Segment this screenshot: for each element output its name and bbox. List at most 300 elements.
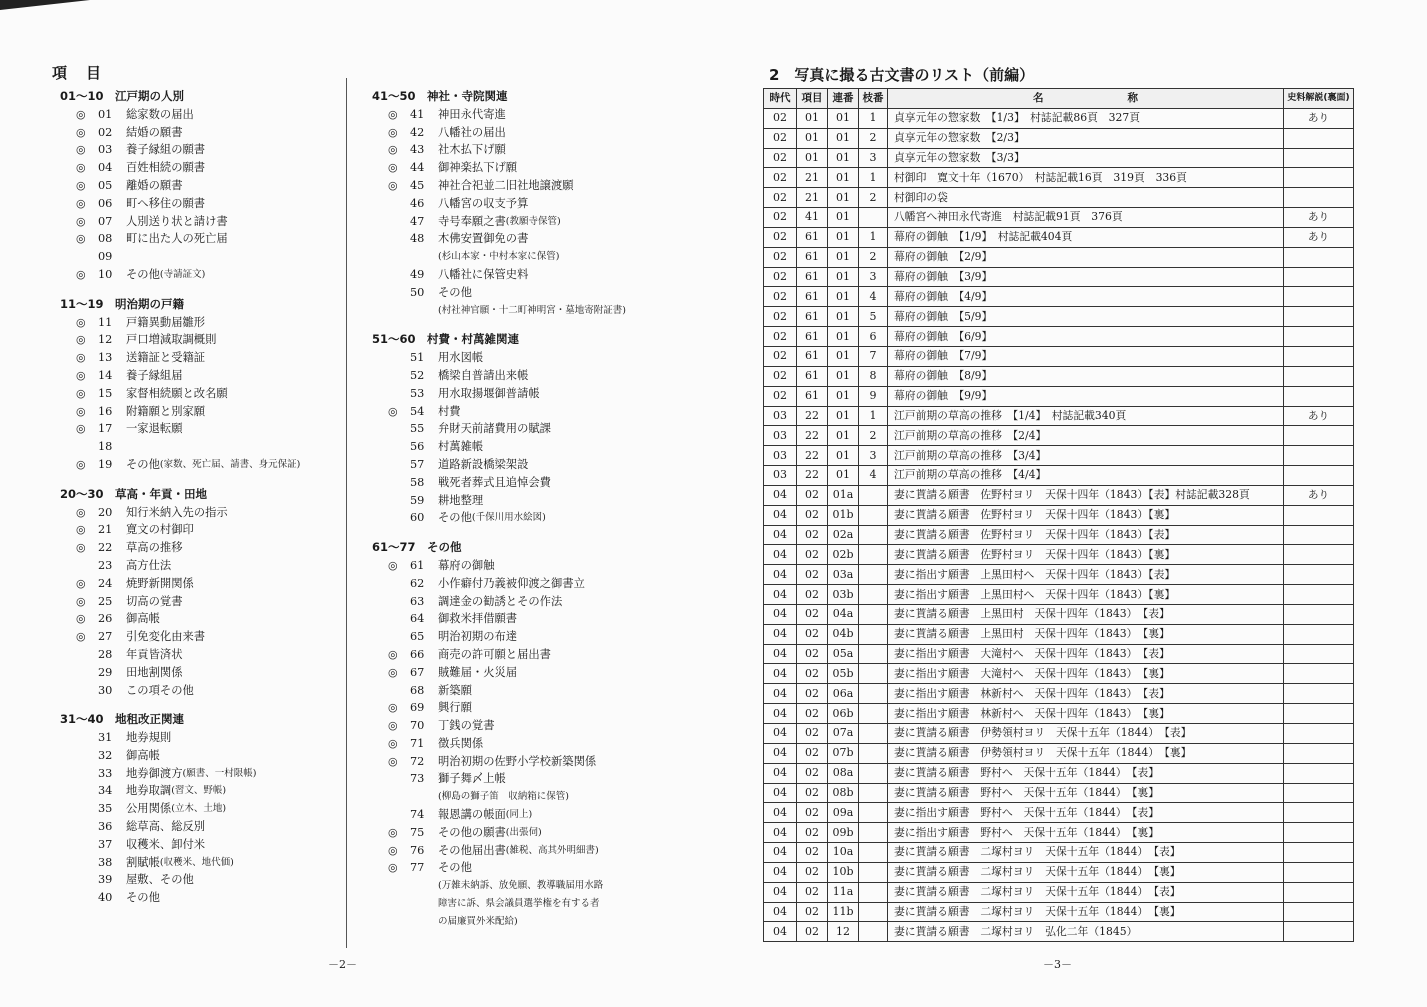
double-circle-mark: ◎ [388, 665, 398, 679]
name-cell: 幕府の御触 【4/9】 [888, 287, 1284, 307]
era-cell: 04 [764, 644, 797, 664]
item-number: 07 [98, 214, 113, 228]
item-number: 74 [410, 808, 425, 822]
item-label: その他の願書 [438, 825, 506, 839]
name-cell: 幕府の御触 【7/9】 [888, 346, 1284, 366]
contents-item [60, 521, 340, 539]
contents-item [60, 854, 340, 872]
item-cell: 02 [797, 843, 828, 863]
item-sub-note: (杉山本家・中村本家に保管) [438, 251, 560, 263]
branch-cell [859, 545, 888, 565]
double-circle-mark: ◎ [388, 843, 398, 857]
name-cell: 江戸前期の草高の推移 【2/4】 [888, 426, 1284, 446]
item-number: 48 [410, 232, 425, 246]
commentary-cell [1284, 307, 1354, 327]
item-label: 戦死者葬式且追悼会費 [438, 475, 551, 489]
commentary-cell [1284, 724, 1354, 744]
item-sub-note: の届廉買外米配給) [438, 915, 518, 927]
item-number: 71 [410, 736, 425, 750]
contents-item [372, 717, 692, 735]
contents-item [60, 124, 340, 142]
item-label: 八幡社の届出 [438, 125, 506, 139]
item-cell: 02 [797, 525, 828, 545]
double-circle-mark [372, 266, 410, 284]
item-cell: 61 [797, 287, 828, 307]
table-row [764, 406, 1354, 426]
item-number: 23 [98, 558, 113, 572]
table-row [764, 585, 1354, 605]
item-label: 村萬雑帳 [438, 440, 484, 454]
era-cell: 04 [764, 862, 797, 882]
header-branch: 枝番 [859, 89, 888, 109]
name-cell: 幕府の御触 【6/9】 [888, 327, 1284, 347]
item-number: 52 [410, 368, 425, 382]
commentary-cell [1284, 684, 1354, 704]
branch-cell: 1 [859, 406, 888, 426]
serial-cell: 11b [828, 902, 859, 922]
item-number: 38 [98, 855, 113, 869]
name-cell: 妻に貰請る願書 二塚村ヨリ 弘化二年（1845） [888, 922, 1284, 942]
item-label: 新築願 [438, 683, 472, 697]
name-cell: 幕府の御触 【5/9】 [888, 307, 1284, 327]
contents-group [60, 296, 340, 474]
serial-cell: 06a [828, 684, 859, 704]
contents-item [372, 842, 692, 860]
item-number: 05 [98, 178, 113, 192]
era-cell: 04 [764, 922, 797, 942]
contents-item [372, 420, 692, 438]
double-circle-mark [60, 782, 98, 800]
group-title: 11～19 明治期の戸籍 [60, 296, 185, 311]
double-circle-mark: ◎ [388, 178, 398, 192]
name-cell: 妻に貰請る願書 二塚村ヨリ 天保十五年（1844） 【裏】 [888, 862, 1284, 882]
contents-item [372, 492, 692, 510]
item-cell: 61 [797, 346, 828, 366]
double-circle-mark [372, 770, 410, 788]
name-cell: 妻に貰請る願書 野村へ 天保十五年（1844） 【裏】 [888, 783, 1284, 803]
era-cell: 03 [764, 446, 797, 466]
serial-cell: 10b [828, 862, 859, 882]
item-label: 耕地整理 [438, 493, 484, 507]
double-circle-mark [60, 889, 98, 907]
branch-cell: 4 [859, 466, 888, 486]
header-name: 名 称 [888, 89, 1284, 109]
name-cell: 貞享元年の惣家数 【3/3】 [888, 148, 1284, 168]
commentary-cell [1284, 346, 1354, 366]
name-cell: 妻に貰請る願書 伊勢領村ヨリ 天保十五年（1844） 【表】 [888, 724, 1284, 744]
commentary-cell [1284, 604, 1354, 624]
commentary-cell [1284, 565, 1354, 585]
serial-cell: 01 [828, 366, 859, 386]
double-circle-mark [60, 854, 98, 872]
table-row [764, 426, 1354, 446]
item-number: 56 [410, 440, 425, 454]
branch-cell: 3 [859, 446, 888, 466]
item-number: 63 [410, 594, 425, 608]
contents-item [60, 747, 340, 765]
column-divider [346, 78, 347, 948]
item-label: 御高帳 [126, 748, 160, 762]
contents-item [372, 610, 692, 628]
commentary-cell [1284, 743, 1354, 763]
serial-cell: 03a [828, 565, 859, 585]
serial-cell: 01 [828, 446, 859, 466]
double-circle-mark: ◎ [388, 861, 398, 875]
double-circle-mark: ◎ [76, 315, 86, 329]
contents-item [60, 367, 340, 385]
contents-column-1 [60, 88, 340, 919]
item-cell: 02 [797, 743, 828, 763]
item-number: 45 [410, 178, 425, 192]
contents-item [372, 213, 692, 231]
item-number: 72 [410, 754, 425, 768]
item-cell: 61 [797, 307, 828, 327]
item-number: 76 [410, 843, 425, 857]
contents-item [60, 729, 340, 747]
item-number: 30 [98, 683, 113, 697]
item-number: 39 [98, 873, 113, 887]
item-number: 10 [98, 267, 113, 281]
contents-item [60, 871, 340, 889]
serial-cell: 05a [828, 644, 859, 664]
item-label: 焼野新開関係 [126, 576, 194, 590]
double-circle-mark [60, 664, 98, 682]
contents-item [60, 106, 340, 124]
commentary-cell [1284, 327, 1354, 347]
era-cell: 04 [764, 525, 797, 545]
item-number: 54 [410, 404, 425, 418]
item-cell: 61 [797, 247, 828, 267]
item-label: 戸口増減取調概則 [126, 333, 217, 347]
item-cell: 22 [797, 466, 828, 486]
contents-item [372, 456, 692, 474]
branch-cell [859, 803, 888, 823]
table-row [764, 446, 1354, 466]
serial-cell: 01 [828, 208, 859, 228]
serial-cell: 12 [828, 922, 859, 942]
double-circle-mark [60, 747, 98, 765]
item-label: 明治初期の佐野小学校新築関係 [438, 754, 597, 768]
item-number: 24 [98, 576, 113, 590]
name-cell: 村御印 寛文十年（1670） 村誌記載16頁 319頁 336頁 [888, 168, 1284, 188]
commentary-cell: あり [1284, 108, 1354, 128]
item-cell: 41 [797, 208, 828, 228]
double-circle-mark [372, 456, 410, 474]
branch-cell: 7 [859, 346, 888, 366]
contents-item [372, 770, 692, 788]
double-circle-mark: ◎ [388, 754, 398, 768]
name-cell: 妻に指出す願書 大滝村へ 天保十四年（1843） 【表】 [888, 644, 1284, 664]
item-number: 67 [410, 665, 425, 679]
era-cell: 04 [764, 604, 797, 624]
era-cell: 04 [764, 684, 797, 704]
item-label: その他 [126, 891, 160, 905]
item-number: 59 [410, 493, 425, 507]
contents-item [60, 141, 340, 159]
contents-item [60, 593, 340, 611]
item-label: 調達金の勧誘とその作法 [438, 594, 563, 608]
commentary-cell [1284, 585, 1354, 605]
branch-cell [859, 585, 888, 605]
branch-cell: 1 [859, 108, 888, 128]
page-number: －2－ [328, 958, 357, 971]
double-circle-mark [60, 871, 98, 889]
branch-cell: 2 [859, 426, 888, 446]
branch-cell: 3 [859, 267, 888, 287]
item-label: 地券取調 [126, 784, 172, 798]
item-number: 55 [410, 422, 425, 436]
group-title: 41～50 神社・寺院関連 [372, 89, 508, 103]
item-label: 獅子舞〆上帳 [438, 772, 506, 786]
item-label: 社木払下げ願 [438, 143, 506, 157]
item-number: 04 [98, 161, 113, 175]
item-label: 家督相続願と改名願 [126, 386, 228, 400]
serial-cell: 01 [828, 386, 859, 406]
commentary-cell [1284, 267, 1354, 287]
name-cell: 妻に指出す願書 野村へ 天保十五年（1844） 【表】 [888, 803, 1284, 823]
item-cell: 02 [797, 882, 828, 902]
table-row [764, 763, 1354, 783]
item-label: 御救米拝借願書 [438, 612, 518, 626]
table-row [764, 843, 1354, 863]
contents-item [372, 646, 692, 664]
branch-cell: 9 [859, 386, 888, 406]
item-label: 田地割関係 [126, 665, 183, 679]
name-cell: 妻に貰請る願書 佐野村ヨリ 天保十四年（1843）【裏】 [888, 545, 1284, 565]
serial-cell: 01 [828, 227, 859, 247]
item-number: 68 [410, 683, 425, 697]
item-label: 地券御渡方 [126, 766, 183, 780]
commentary-cell [1284, 128, 1354, 148]
item-number: 15 [98, 386, 113, 400]
item-label: この項その他 [126, 683, 194, 697]
double-circle-mark: ◎ [76, 422, 86, 436]
item-label: 養子縁組届 [126, 368, 183, 382]
era-cell: 04 [764, 743, 797, 763]
item-number: 09 [98, 250, 113, 264]
double-circle-mark: ◎ [76, 196, 86, 210]
document-list-table [763, 88, 1354, 942]
contents-item [372, 195, 692, 213]
name-cell: 江戸前期の草高の推移 【1/4】 村誌記載340頁 [888, 406, 1284, 426]
serial-cell: 10a [828, 843, 859, 863]
contents-item [60, 331, 340, 349]
double-circle-mark [372, 349, 410, 367]
double-circle-mark [372, 806, 410, 824]
branch-cell [859, 902, 888, 922]
name-cell: 幕府の御触 【1/9】 村誌記載404頁 [888, 227, 1284, 247]
header-serial: 連番 [828, 89, 859, 109]
branch-cell [859, 505, 888, 525]
double-circle-mark [60, 438, 98, 456]
serial-cell: 01 [828, 267, 859, 287]
table-row [764, 704, 1354, 724]
double-circle-mark [60, 557, 98, 575]
item-cell: 21 [797, 188, 828, 208]
contents-item [372, 859, 692, 877]
branch-cell: 1 [859, 168, 888, 188]
serial-cell: 07b [828, 743, 859, 763]
table-row [764, 505, 1354, 525]
serial-cell: 08b [828, 783, 859, 803]
item-label: 御高帳 [126, 612, 160, 626]
contents-item [60, 836, 340, 854]
contents-item [372, 438, 692, 456]
table-row [764, 346, 1354, 366]
double-circle-mark [372, 438, 410, 456]
commentary-cell [1284, 704, 1354, 724]
commentary-cell: あり [1284, 227, 1354, 247]
contents-item [60, 575, 340, 593]
item-number: 18 [98, 440, 113, 454]
serial-cell: 09b [828, 823, 859, 843]
era-cell: 02 [764, 188, 797, 208]
contents-item [60, 646, 340, 664]
commentary-cell [1284, 505, 1354, 525]
double-circle-mark: ◎ [76, 576, 86, 590]
contents-item [372, 509, 692, 527]
item-note: (立木、土地) [171, 803, 227, 815]
item-cell: 02 [797, 624, 828, 644]
contents-group [60, 711, 340, 907]
item-cell: 02 [797, 704, 828, 724]
table-row [764, 624, 1354, 644]
item-cell: 01 [797, 128, 828, 148]
item-number: 01 [98, 107, 113, 121]
item-label: 賊難届・火災届 [438, 665, 518, 679]
commentary-cell [1284, 843, 1354, 863]
table-row [764, 307, 1354, 327]
commentary-cell [1284, 624, 1354, 644]
item-label: 町に出た人の死亡届 [126, 232, 228, 246]
era-cell: 02 [764, 108, 797, 128]
serial-cell: 01 [828, 108, 859, 128]
double-circle-mark: ◎ [76, 143, 86, 157]
serial-cell: 01 [828, 346, 859, 366]
item-label: 寛文の村御印 [126, 523, 194, 537]
double-circle-mark: ◎ [76, 386, 86, 400]
commentary-cell [1284, 882, 1354, 902]
double-circle-mark: ◎ [76, 351, 86, 365]
item-label: 収穫米、卸付米 [126, 837, 206, 851]
commentary-cell [1284, 763, 1354, 783]
item-label: 送籍証と受籍証 [126, 351, 206, 365]
table-row [764, 386, 1354, 406]
commentary-cell [1284, 386, 1354, 406]
item-label: 百姓相続の願書 [126, 161, 206, 175]
serial-cell: 07a [828, 724, 859, 744]
serial-cell: 01 [828, 148, 859, 168]
era-cell: 02 [764, 307, 797, 327]
era-cell: 02 [764, 168, 797, 188]
branch-cell: 2 [859, 128, 888, 148]
double-circle-mark: ◎ [388, 558, 398, 572]
item-number: 14 [98, 368, 113, 382]
serial-cell: 01 [828, 327, 859, 347]
group-title: 61～77 その他 [372, 540, 462, 555]
item-label: 切高の覚書 [126, 594, 183, 608]
contents-item [60, 266, 340, 284]
item-number: 20 [98, 505, 113, 519]
item-cell: 02 [797, 545, 828, 565]
era-cell: 04 [764, 902, 797, 922]
item-label: 商売の許可願と届出書 [438, 647, 551, 661]
item-label: その他 [126, 457, 160, 471]
serial-cell: 01 [828, 168, 859, 188]
contents-item [372, 230, 692, 248]
era-cell: 04 [764, 803, 797, 823]
contents-item [60, 539, 340, 557]
double-circle-mark: ◎ [76, 457, 86, 471]
name-cell: 妻に貰請る願書 佐野村ヨリ 天保十四年（1843）【裏】 [888, 505, 1284, 525]
branch-cell [859, 565, 888, 585]
contents-item [60, 195, 340, 213]
double-circle-mark: ◎ [388, 719, 398, 733]
item-number: 62 [410, 576, 425, 590]
name-cell: 幕府の御触 【8/9】 [888, 366, 1284, 386]
item-label: 一家退転願 [126, 422, 183, 436]
item-number: 46 [410, 196, 425, 210]
item-note: (同上) [505, 809, 533, 821]
name-cell: 妻に指出す願書 大滝村へ 天保十四年（1843） 【裏】 [888, 664, 1284, 684]
item-cell: 61 [797, 386, 828, 406]
table-row [764, 327, 1354, 347]
table-row [764, 783, 1354, 803]
double-circle-mark [60, 646, 98, 664]
name-cell: 江戸前期の草高の推移 【4/4】 [888, 466, 1284, 486]
commentary-cell [1284, 902, 1354, 922]
item-number: 44 [410, 161, 425, 175]
contents-item [372, 385, 692, 403]
item-note: (願書、一村限帳) [182, 767, 257, 779]
contents-group [372, 88, 692, 319]
item-note: (千保川用水絵図) [471, 512, 546, 524]
item-label: 幕府の御触 [438, 558, 495, 572]
branch-cell [859, 485, 888, 505]
item-number: 77 [410, 861, 425, 875]
item-label: 橋梁自普請出来帳 [438, 368, 529, 382]
era-cell: 02 [764, 287, 797, 307]
branch-cell [859, 783, 888, 803]
double-circle-mark: ◎ [388, 404, 398, 418]
branch-cell [859, 882, 888, 902]
serial-cell: 05b [828, 664, 859, 684]
double-circle-mark: ◎ [76, 125, 86, 139]
item-note: (収穫米、地代価) [159, 856, 234, 868]
name-cell: 幕府の御触 【9/9】 [888, 386, 1284, 406]
double-circle-mark [372, 575, 410, 593]
era-cell: 04 [764, 783, 797, 803]
double-circle-mark: ◎ [76, 333, 86, 347]
double-circle-mark [372, 492, 410, 510]
table-row [764, 803, 1354, 823]
item-cell: 02 [797, 724, 828, 744]
contents-item [60, 610, 340, 628]
item-number: 50 [410, 285, 425, 299]
era-cell: 04 [764, 505, 797, 525]
branch-cell: 1 [859, 227, 888, 247]
item-number: 53 [410, 386, 425, 400]
branch-cell [859, 664, 888, 684]
item-number: 73 [410, 772, 425, 786]
item-number: 43 [410, 143, 425, 157]
era-cell: 04 [764, 724, 797, 744]
branch-cell: 4 [859, 287, 888, 307]
item-number: 64 [410, 612, 425, 626]
double-circle-mark: ◎ [76, 368, 86, 382]
serial-cell: 06b [828, 704, 859, 724]
contents-item [372, 367, 692, 385]
